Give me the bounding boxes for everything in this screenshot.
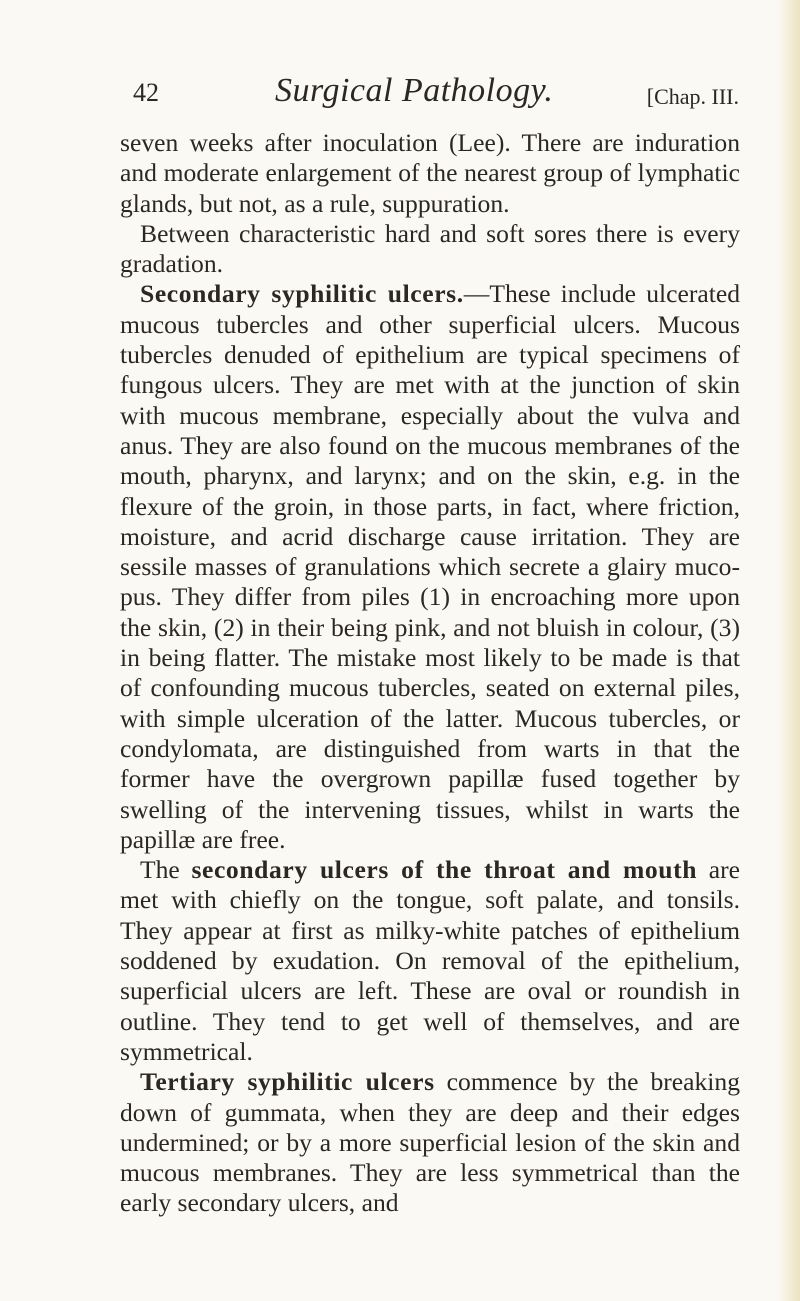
paragraph-text: Between characteristic hard and soft sores there is every gradation. [120,218,740,279]
page-header [133,72,739,118]
page-edge-stain [778,0,800,1301]
paragraph-text: seven weeks after inoculation (Lee). There are induration and moderate enlargement of the nearest group of lymphatic glands, but not, as a rule, suppuration. [120,128,740,218]
paragraph [120,279,740,855]
page-number: 42 [133,78,159,107]
chapter-label: [Chap. III. [646,84,739,109]
section-heading: secondary ulcers of the throat and mouth [191,855,698,885]
paragraph-text: —These include ulcerated mucous tubercles and other superficial ulcers. Mucous tubercles denuded of epithelium are typical specimens of fungous ulcers. They are met with at the junction of skin with mucous membrane, especially about the vulva and anus. They are also found on the mucous membranes of the mouth, pharynx, and larynx; and on the skin, e.g. in the flexure of the groin, in those parts, in fact, where friction, moisture, and acrid discharge cause irritation. They are sessile masses of granulations which secrete a glairy muco-pus. They differ from piles (1) in encroaching more upon the skin, (2) in their being pink, and not bluish in colour, (3) in being flatter. The mistake most likely to be made is that of confounding mucous tubercles, seated on external piles, with simple ulceration of the latter. Mucous tubercles, or condylomata, are distinguished from warts in that the former have the overgrown papillæ fused together by swelling of the intervening tissues, whilst in warts the papillæ are free. [120,279,740,854]
section-heading: Secondary syphilitic ulcers. [140,279,464,309]
paragraph-text: are met with chiefly on the tongue, soft palate, and tonsils. They appear at first as milky-white patches of epithelium soddened by exudation. On removal of the epithelium, superficial ulcers are left. These are oval or roundish in outline. They tend to get well of themselves, and are symmetrical. [120,855,740,1066]
paragraph-lead: The [140,855,192,885]
body-text [120,128,740,1219]
paragraph [120,855,740,1067]
running-title: Surgical Pathology. [275,72,554,109]
paragraph [120,1067,740,1218]
paragraph-text: commence by the breaking down of gummata, when they are deep and their edges undermined; or by a more superficial lesion of the skin and mucous membranes. They are less symmetrical than the early secondary ulcers, and [120,1067,740,1218]
paragraph [120,219,740,280]
paragraph [120,128,740,219]
section-heading: Tertiary syphilitic ulcers [140,1067,435,1097]
